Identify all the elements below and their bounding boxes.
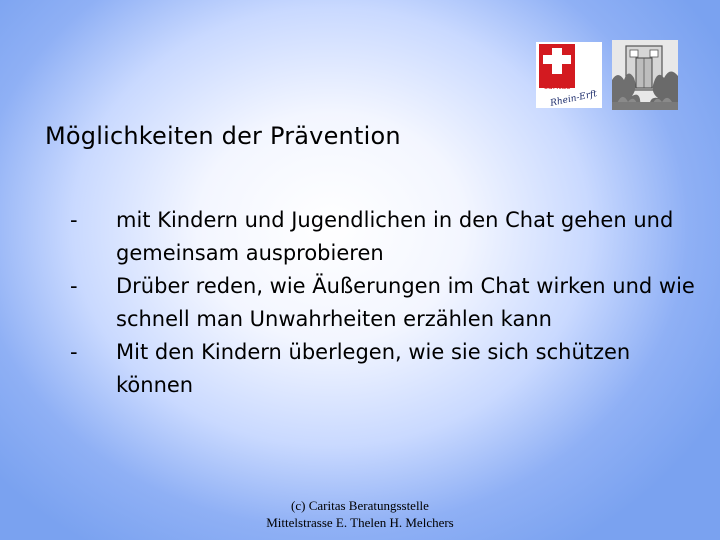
bullet-dash: - — [70, 208, 78, 232]
footer-line-1: (c) Caritas Beratungsstelle — [291, 498, 429, 513]
bullet-text: mit Kindern und Jugendlichen in den Chat gehen und gemeinsam ausprobieren — [116, 208, 674, 265]
bullet-item — [70, 336, 700, 402]
caritas-wordmark: caritas — [543, 82, 571, 91]
bullet-item — [70, 204, 700, 270]
bullet-text: Mit den Kindern überlegen, wie sie sich schützen können — [116, 340, 631, 397]
bullet-dash: - — [70, 274, 78, 298]
caritas-logo — [536, 42, 602, 108]
bullet-dash: - — [70, 340, 78, 364]
caritas-region-script: Rhein-Erft — [549, 89, 598, 109]
bullet-list — [70, 204, 700, 402]
slide-title: Möglichkeiten der Prävention — [45, 122, 401, 150]
bullet-text: Drüber reden, wie Äußerungen im Chat wirken und wie schnell man Unwahrheiten erzählen kann — [116, 274, 695, 331]
house-image — [612, 40, 678, 110]
bullet-item — [70, 270, 700, 336]
logo-group — [536, 40, 682, 112]
footer-line-2: Mittelstrasse E. Thelen H. Melchers — [266, 515, 454, 530]
footer — [200, 497, 520, 531]
